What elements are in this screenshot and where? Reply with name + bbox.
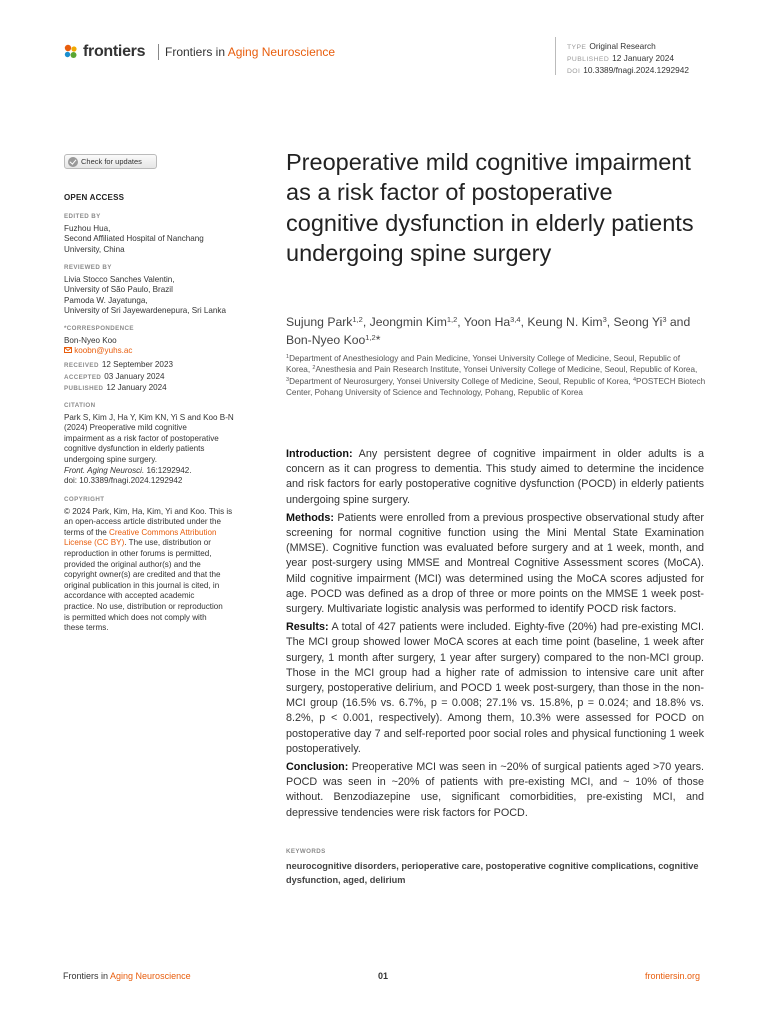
meta-divider (555, 37, 556, 75)
date-accepted: ACCEPTED 03 January 2024 (64, 371, 165, 381)
citation-line: (2024) Preoperative mild cognitive (64, 423, 187, 433)
correspondence-section (64, 324, 260, 357)
citation-heading: CITATION (64, 402, 96, 409)
footer-site-link[interactable]: frontiersin.org (645, 971, 701, 981)
reviewer-line: University of Sri Jayewardenepura, Sri Lanka (64, 306, 226, 316)
copyright-heading: COPYRIGHT (64, 496, 105, 503)
keywords-heading: KEYWORDS (286, 848, 326, 855)
edited-by-section (64, 212, 260, 255)
copyright-line: an open-access article distributed under the (64, 517, 222, 527)
correspondent-email[interactable]: koobn@yuhs.ac (64, 346, 260, 357)
article-meta (567, 41, 689, 78)
copyright-line: reproduction in other forums is permitted, (64, 548, 212, 558)
copyright-section (64, 495, 260, 634)
reviewer-line: University of São Paulo, Brazil (64, 285, 173, 295)
abstract-introduction: Introduction: Any persistent degree of cognitive impairment in older adults is a concern as it can progress to dementia. This study aimed to determine the incidence and risk factors for early postoperative cognitive dysfunction (POCD) in elderly patients undergoing spine surgery. (286, 448, 704, 506)
header-divider (158, 44, 159, 60)
editor-line: Fuzhou Hua, (64, 223, 111, 233)
frontiers-logo[interactable] (63, 43, 145, 61)
abstract-methods: Methods: Patients were enrolled from a previous prospective observational study after screening for normal cognitive function using the Mini Mental State Examination (MMSE). Cognitive function was evaluated before surgery and at 1 week, month, and year post-surgery using MMSE and Montreal Cognitive Assessment scores (MoCA). Mild cognitive impairment (MCI) was determined using the MoCA scores adjusted for age. POCD was defined as a drop of three or more points on the MMSE 1 week post-surgery. Multivariate logistic analysis was performed to identify POCD risk factors. (286, 511, 704, 616)
affiliation: Department of Neurosurgery, Yonsei University College of Medicine, Seoul, Republic of Korea, (289, 376, 633, 386)
cc-license-link[interactable]: Creative Commons Attribution (108, 527, 217, 537)
journal-prefix: Frontiers in (165, 45, 228, 59)
date-received: RECEIVED 12 September 2023 (64, 360, 173, 369)
copyright-line: practice. No use, distribution or reproduction (64, 601, 223, 611)
envelope-icon (64, 347, 72, 353)
copyright-line: accordance with accepted academic (64, 591, 195, 601)
author[interactable]: Jeongmin Kim$^{1,2}$ (369, 315, 458, 329)
footer-journal[interactable]: Frontiers in Aging Neuroscience (63, 971, 191, 981)
citation-line: Park S, Kim J, Ha Y, Kim KN, Yi S and Koo B-N (64, 412, 234, 422)
abstract-results: Results: A total of 427 patients were included. Eighty-five (20%) had pre-existing MCI. The MCI group showed lower MoCA scores at each time point (baseline, 1 week after surgery, 1 month after surgery, 1 year after surgery) compared to the non-MCI group. Those in the MCI group had a higher rate of admission to intensive care unit after surgery, postoperative delirium, and POCD 1 week post-surgery, than those in the non-MCI group (16.5% vs. 6.7%, p = 0.008; 27.1% vs. 15.8%, p = 0.024; and 18.8% vs. 8.2%, p < 0.001, respectively). Among them, 10.3% were assessed for POCD on postoperative day 7 and self-reported poor social roles and physical functioning 1 week postoperatively. (286, 621, 704, 755)
cc-license-link[interactable]: License (CC BY) (64, 538, 125, 548)
open-access-label: OPEN ACCESS (64, 193, 125, 202)
editor-line: Second Affiliated Hospital of Nanchang (64, 234, 204, 244)
dates-section (64, 360, 260, 395)
editor-line: University, China (64, 244, 125, 254)
author[interactable]: Sujung Park$^{1,2}$ (286, 315, 363, 329)
author[interactable]: Yoon Ha$^{3,4}$ (463, 315, 521, 329)
affiliations: $^1$Department of Anesthesiology and Pain Medicine, Yonsei University College of Medicine, Seoul, Republic of Korea, $^2$Anesthesia and Pain Research Institute, Yonsei University College of Medicine, Seoul, Republic of Korea, $^3$Department of Neurosurgery, Yonsei University College of Medicine, Seoul, Republic of Korea, $^4$POSTECH Biotech Center, Pohang University of Science and Technology, Pohang, Republic of Korea (286, 354, 706, 397)
edited-by-heading: EDITED BY (64, 213, 101, 220)
affiliation: Department of Anesthesiology and Pain Medicine, Yonsei University College of Medicine, Seoul, Republic of Korea, (286, 354, 681, 375)
citation-line: undergoing spine surgery. (64, 454, 157, 464)
citation-section (64, 401, 260, 487)
article-title: Preoperative mild cognitive impairment as a risk factor of postoperative cognitive dysfunction in elderly patients undergoing spine surgery (286, 149, 694, 267)
copyright-line: these terms. (64, 623, 109, 633)
citation-line: impairment as a risk factor of postoperative (64, 433, 219, 443)
copyright-line: © 2024 Park, Kim, Ha, Kim, Yi and Koo. This is (64, 506, 233, 516)
reviewed-by-section (64, 263, 260, 317)
reviewer-line: Pamoda W. Jayatunga, (64, 295, 148, 305)
copyright-line: provided the original author(s) and the (64, 559, 201, 569)
copyright-line: terms of the Creative Commons Attribution (64, 527, 217, 537)
copyright-line: License (CC BY). The use, distribution or (64, 538, 211, 548)
author[interactable]: Keung N. Kim$^3$ (527, 315, 607, 329)
copyright-line: is permitted which does not comply with (64, 612, 207, 622)
correspondent-name: Bon-Nyeo Koo (64, 335, 117, 345)
frontiers-logo-icon (63, 44, 79, 60)
affiliation: POSTECH Biotech Center, Pohang University of Science and Technology, Pohang, Republic of Korea (286, 376, 706, 397)
page-number: 01 (378, 971, 389, 981)
meta-published: PUBLISHED 12 January 2024 (567, 53, 674, 64)
journal-name[interactable] (165, 45, 335, 59)
correspondence-heading: *CORRESPONDENCE (64, 325, 134, 332)
keywords: neurocognitive disorders, perioperative care, postoperative cognitive complications, cognitive dysfunction, aged, delirium (286, 861, 699, 885)
author[interactable]: Bon-Nyeo Koo$^{1,2}$ (286, 333, 376, 347)
journal-title-accent: Aging Neuroscience (227, 45, 336, 59)
abstract (286, 447, 704, 824)
copyright-line: copyright owner(s) are credited and that the (64, 570, 221, 580)
affiliation: Anesthesia and Pain Research Institute, Yonsei University College of Medicine, Seoul, Republic of Korea, (315, 365, 698, 375)
reviewed-by-heading: REVIEWED BY (64, 264, 112, 271)
logo-wordmark: frontiers (83, 43, 146, 60)
meta-type: TYPE Original Research (567, 41, 656, 51)
author-list: Sujung Park$^{1,2}$, Jeongmin Kim$^{1,2}$, Yoon Ha$^{3,4}$, Keung N. Kim$^3$, Seong Yi$^3$ and Bon-Nyeo Koo$^{1,2}$* (286, 315, 691, 347)
check-for-updates-button[interactable] (64, 154, 157, 169)
date-published: PUBLISHED 12 January 2024 (64, 383, 167, 393)
check-icon (68, 157, 78, 167)
check-updates-label: Check for updates (81, 157, 142, 166)
abstract-conclusion: Conclusion: Preoperative MCI was seen in ~20% of surgical patients aged >70 years. POCD was seen in ~20% of patients with pre-existing MCI, and ~ 10% of those without. Benzodiazepine use, significant comorbidities, pre-existing MCI, and depressive tendencies were risk factors for POCD. (286, 761, 704, 819)
citation-doi[interactable]: doi: 10.3389/fnagi.2024.1292942 (64, 476, 183, 486)
reviewer-line: Livia Stocco Sanches Valentin, (64, 274, 175, 284)
citation-line: cognitive dysfunction in elderly patients (64, 444, 205, 454)
citation-journal-line: Front. Aging Neurosci. 16:1292942. (64, 465, 192, 475)
copyright-line: original publication in this journal is cited, in (64, 580, 220, 590)
author[interactable]: Seong Yi$^3$ (613, 315, 667, 329)
meta-doi: DOI 10.3389/fnagi.2024.1292942 (567, 65, 689, 76)
